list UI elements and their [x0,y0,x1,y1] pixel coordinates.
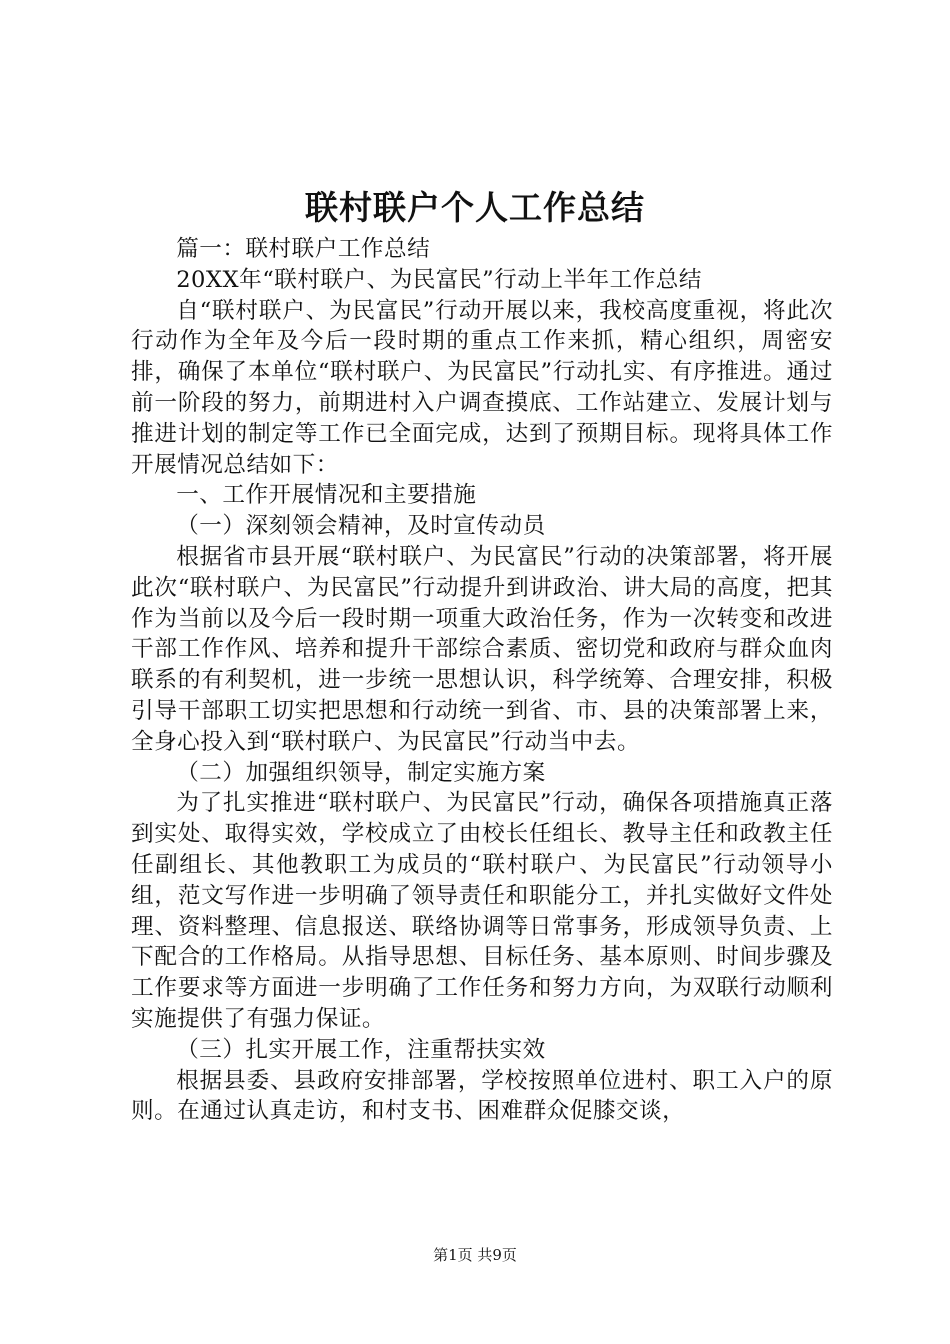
paragraph-section-heading: 篇一：联村联户工作总结 [176,236,431,262]
paragraph-subheading-2: （二）加强组织领导，制定实施方案 [176,759,546,786]
paragraph-body-2: 为了扎实推进“联村联户、为民富民”行动，确保各项措施真正落到实处、取得实效，学校成立了由校长任组长、教导主任和政教主任任副组长、其他教职工为成员的“联村联户、为民富民”行动领导小组，范文写作进一步明确了领导责任和职能分工，并扎实做好文件处理、资料整理、信息报送、联络协调等日常事务，形成领导负责、上下配合的工作格局。从指导思想、目标任务、基本原则、时间步骤及工作要求等方面进一步明确了工作任务和努力方向，为双联行动顺利实施提供了有强力保证。 [131,790,833,1032]
document-body [131,234,833,1127]
document-title: 联村联户个人工作总结 [305,188,645,227]
paragraph-body-1: 根据省市县开展“联村联户、为民富民”行动的决策部署，将开展此次“联村联户、为民富民”行动提升到讲政治、讲大局的高度，把其作为当前以及今后一段时期一项重大政治任务，作为一次转变和改进干部工作作风、培养和提升干部综合素质、密切党和政府与群众血肉联系的有利契机，进一步统一思想认识，科学统筹、合理安排，积极引导干部职工切实把思想和行动统一到省、市、县的决策部署上来，全身心投入到“联村联户、为民富民”行动当中去。 [131,543,833,755]
page-footer: 第1页 共9页 [433,1246,517,1264]
paragraph-intro: 自“联村联户、为民富民”行动开展以来，我校高度重视，将此次行动作为全年及今后一段时期的重点工作来抓，精心组织，周密安排，确保了本单位“联村联户、为民富民”行动扎实、有序推进。通过前一阶段的努力，前期进村入户调查摸底、工作站建立、发展计划与推进计划的制定等工作已全面完成，达到了预期目标。现将具体工作开展情况总结如下： [131,297,833,478]
paragraph-body-3: 根据县委、县政府安排部署，学校按照单位进村、职工入户的原则。在通过认真走访，和村支书、困难群众促膝交谈， [131,1067,833,1125]
paragraph-subheading-1: （一）深刻领会精神，及时宣传动员 [176,513,546,540]
paragraph-subheading-3: （三）扎实开展工作，注重帮扶实效 [176,1036,546,1063]
paragraph-heading-1: 一、工作开展情况和主要措施 [176,482,477,509]
paragraph-report-title: 20XX年“联村联户、为民富民”行动上半年工作总结 [176,266,702,293]
